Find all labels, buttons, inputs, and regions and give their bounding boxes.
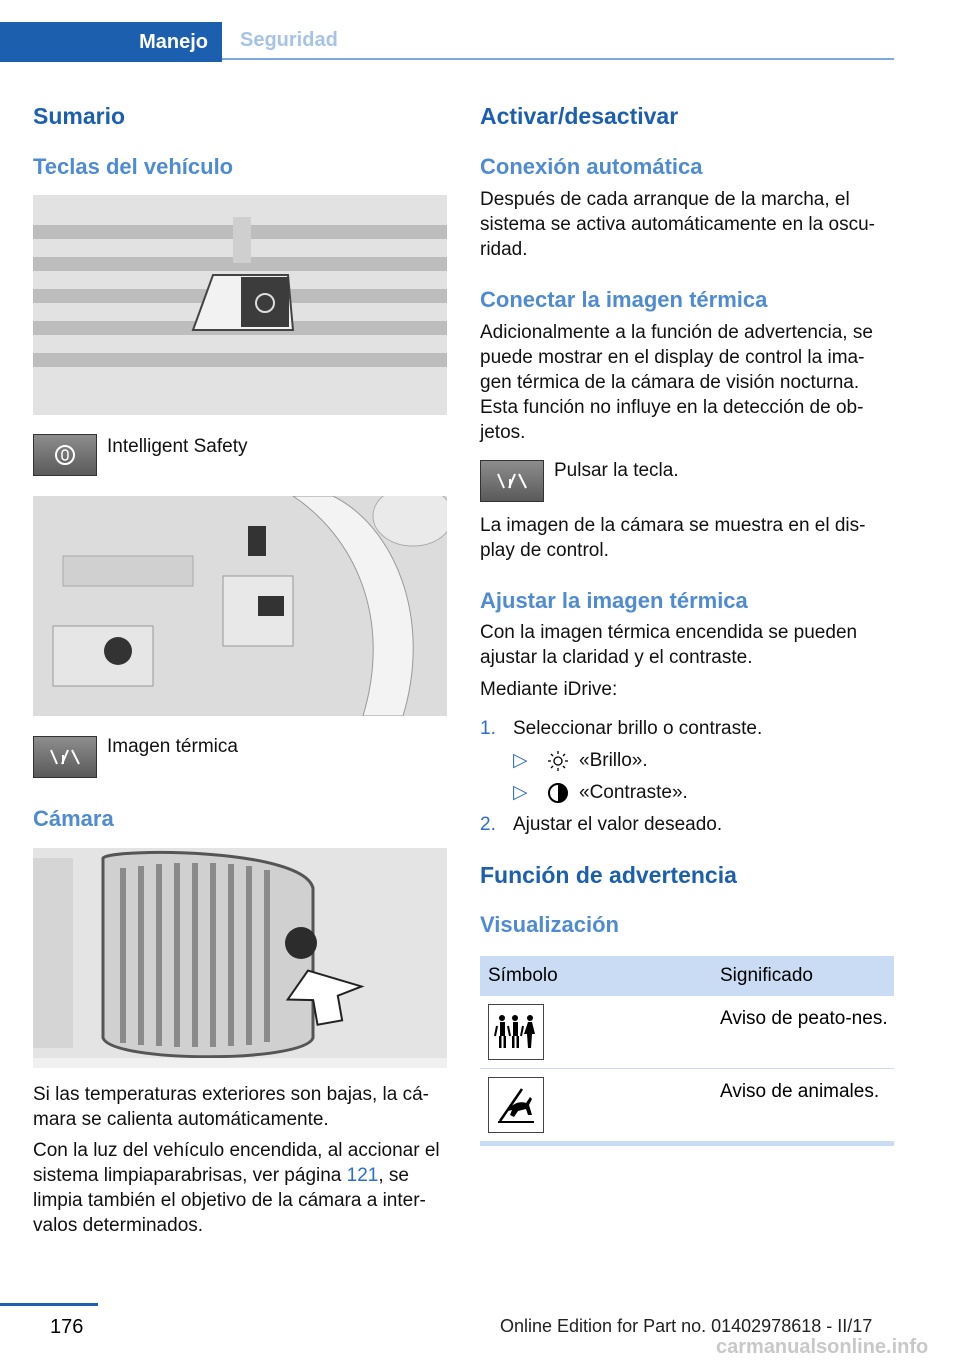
caption-thermal-image: Imagen térmica xyxy=(107,736,238,757)
col-symbol-header: Símbolo xyxy=(488,965,558,986)
auto-connection-text: Después de cada arranque de la marcha, el sistema se activa automáticamente en la oscu-ridad. xyxy=(480,189,875,260)
warning-function-title: Función de advertencia xyxy=(480,862,737,888)
animal-warning-icon xyxy=(488,1077,544,1133)
auto-connection-title: Conexión automática xyxy=(480,154,703,179)
triangle-bullet-icon-2: ▷ xyxy=(513,782,528,803)
symbol-table xyxy=(480,956,894,1146)
camera-title: Cámara xyxy=(33,806,114,831)
contrast-icon xyxy=(547,782,569,804)
dashboard-thermal-button-photo xyxy=(33,496,447,716)
thermal-connect-text: Adicionalmente a la función de advertencia, se puede mostrar en el display de control la ima-gen térmica de la cámara de visión nocturna. Esta función no influye en la detección de ob-jetos. xyxy=(480,322,873,443)
step-2-number: 2. xyxy=(480,814,496,835)
tab-manejo[interactable]: Manejo xyxy=(0,22,222,62)
camera-shown-text: La imagen de la cámara se muestra en el dis-play de control. xyxy=(480,515,866,561)
thermal-image-key-icon xyxy=(33,736,97,778)
table-row xyxy=(480,996,894,1069)
step-1-text: Seleccionar brillo o contraste. xyxy=(513,718,763,739)
table-footer-bar xyxy=(480,1141,894,1146)
edition-text: Online Edition for Part no. 01402978618 - II/17 xyxy=(500,1316,873,1336)
activate-title: Activar/desactivar xyxy=(480,103,679,129)
sub-item-contrast xyxy=(513,780,688,805)
camera-heating-text: Si las temperaturas exteriores son bajas, la cá-mara se calienta automáticamente. xyxy=(33,1084,430,1130)
camera-cleaning-text-start: Con la luz del vehículo encendida, al accionar el sistema limpiaparabrisas, ver página xyxy=(33,1140,440,1186)
table-header xyxy=(480,956,894,996)
camera-cleaning-text xyxy=(33,1138,447,1238)
col-meaning-header: Significado xyxy=(720,965,813,986)
brightness-label: «Brillo». xyxy=(579,750,648,771)
grille-button-photo xyxy=(33,195,447,415)
camera-cleaning-text-end: , se limpia también el objetivo de la cámara a inter-valos determinados. xyxy=(33,1165,426,1236)
thermal-image-key-icon-right xyxy=(480,460,544,502)
adjust-thermal-title: Ajustar la imagen térmica xyxy=(480,588,748,613)
step-1-number: 1. xyxy=(480,718,496,739)
page-121-link[interactable]: 121 xyxy=(346,1165,379,1186)
adjust-thermal-text: Con la imagen térmica encendida se pueden ajustar la claridad y el contraste. xyxy=(480,622,858,668)
contrast-label: «Contraste». xyxy=(579,782,688,803)
display-title: Visualización xyxy=(480,912,619,937)
grille-camera-photo xyxy=(33,848,447,1068)
triangle-bullet-icon: ▷ xyxy=(513,750,528,771)
watermark: carmanualsonline.info xyxy=(716,1336,929,1358)
caption-intelligent-safety: Intelligent Safety xyxy=(107,436,248,457)
footer-line xyxy=(0,1303,98,1306)
step-2 xyxy=(480,812,722,837)
sub-title-keys: Teclas del vehículo xyxy=(33,154,234,179)
step-2-text: Ajustar el valor deseado. xyxy=(513,814,723,835)
sub-item-brightness xyxy=(513,748,648,773)
intelligent-safety-key-icon xyxy=(33,434,97,476)
step-1 xyxy=(480,716,762,741)
page-number: 176 xyxy=(50,1316,84,1338)
animal-warning-text: Aviso de animales. xyxy=(720,1081,880,1102)
thermal-connect-title: Conectar la imagen térmica xyxy=(480,287,768,312)
table-row xyxy=(480,1069,894,1141)
pedestrian-warning-icon xyxy=(488,1004,544,1060)
tab-seguridad[interactable]: Seguridad xyxy=(222,22,894,60)
section-title: Sumario xyxy=(33,103,126,129)
pedestrian-warning-text: Aviso de peato-nes. xyxy=(720,1008,888,1029)
press-key-text: Pulsar la tecla. xyxy=(554,460,679,481)
brightness-icon xyxy=(547,750,569,772)
idrive-text: Mediante iDrive: xyxy=(480,679,618,700)
